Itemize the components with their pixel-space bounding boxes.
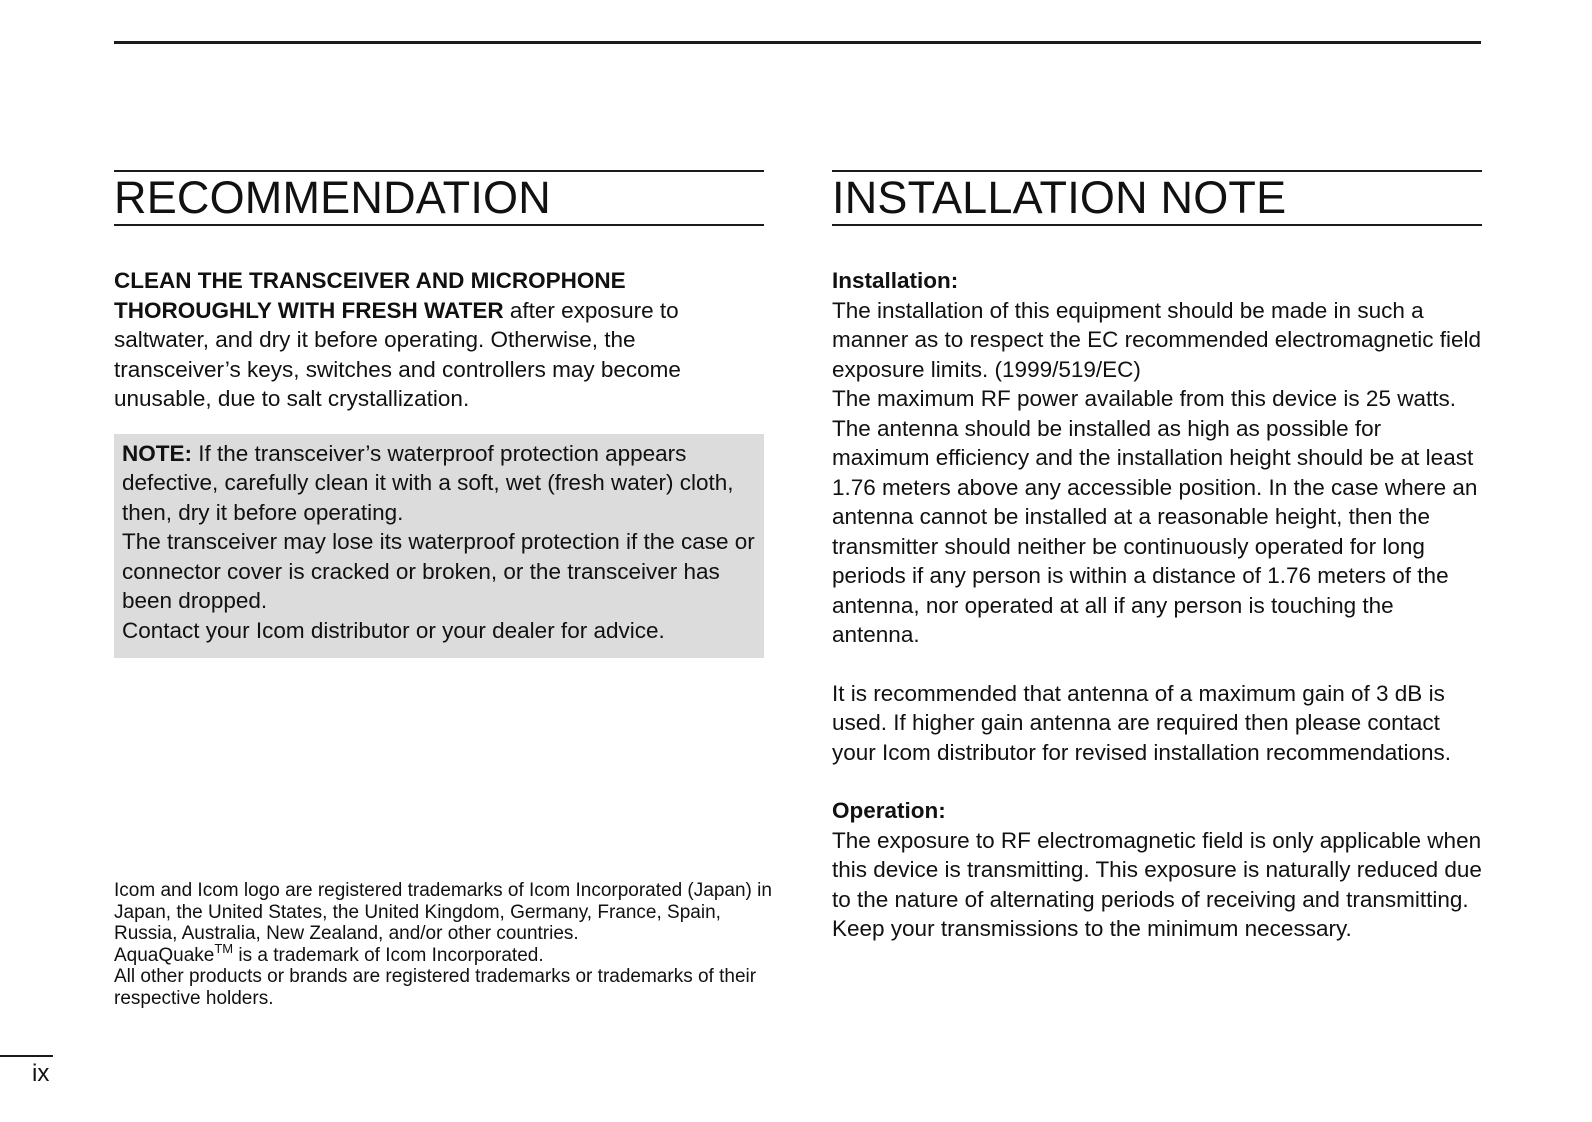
recommendation-lead (114, 266, 764, 414)
operation-paragraph-1: The exposure to RF electromagnetic field is only applicable when this device is transmitting. This exposure is naturally reduced due to the nature of alternating periods of receiving and transmitting. Keep your transmissions to the minimum necessary. (832, 827, 1482, 941)
paragraph-spacer (832, 650, 1482, 679)
trademark-line-3: All other products or brands are registered trademarks or trademarks of their respective holders. (114, 966, 757, 1009)
installation-paragraph-1: The installation of this equipment should be made in such a manner as to respect the EC recommended electromagnetic field exposure limits. (1999/519/EC) (832, 297, 1482, 382)
paragraph-spacer (832, 767, 1482, 796)
installation-note-title: INSTALLATION NOTE (832, 170, 1482, 226)
installation-paragraph-3: It is recommended that antenna of a maximum gain of 3 dB is used. If higher gain antenna are required then please contact your Icom distributor for revised installation recommendations. (832, 680, 1452, 765)
note-paragraph-3: Contact your Icom distributor or your dealer for advice. (122, 617, 665, 643)
note-box (114, 434, 764, 659)
recommendation-lead-rest: after exposure to saltwater, and dry it before operating. Otherwise, the transceiver’s keys, switches and controllers may become unusable, due to salt crystallization. (114, 297, 681, 411)
installation-paragraph-2: The maximum RF power available from this device is 25 watts. The antenna should be installed as high as possible for maximum efficiency and the installation height should be at least 1.76 meters above any accessible position. In the case where an antenna cannot be installed at a reasonable height, then the transmitter should neither be continuously operated for long periods if any person is within a distance of 1.76 meters of the antenna, nor operated at all if any person is touching the antenna. (832, 386, 1478, 647)
note-paragraph-1 (122, 439, 756, 528)
page-number-rule (0, 1055, 53, 1057)
trademark-line-2 (114, 940, 774, 967)
recommendation-title: RECOMMENDATION (114, 170, 764, 226)
note-label: NOTE: (122, 440, 192, 466)
page-number: ix (32, 1060, 50, 1087)
installation-note-section (832, 170, 1482, 944)
trademark-notice (114, 880, 774, 1009)
trademark-line-1: Icom and Icom logo are registered trademarks of Icom Incorporated (Japan) in Japan, the United States, the United Kingdom, Germany, France, Spain, Russia, Australia, New Zealand, and/or other countries. (114, 880, 772, 944)
aquaquake-rest: is a trademark of Icom Incorporated. (233, 944, 544, 966)
aquaquake-name: AquaQuake (114, 944, 215, 966)
note-text: If the transceiver’s waterproof protection appears defective, carefully clean it with a soft, wet (fresh water) cloth, then, dry it before operating. (122, 440, 734, 525)
recommendation-section (114, 170, 764, 658)
recommendation-lead-bold: CLEAN THE TRANSCEIVER AND MICROPHONE THOROUGHLY WITH FRESH WATER (114, 268, 626, 323)
top-rule (114, 41, 1481, 44)
trademark-superscript: TM (214, 940, 234, 956)
installation-heading: Installation: (832, 268, 959, 293)
note-paragraph-2: The transceiver may lose its waterproof protection if the case or connector cover is cracked or broken, or the transceiver has been dropped. (122, 529, 755, 613)
operation-heading: Operation: (832, 798, 946, 823)
